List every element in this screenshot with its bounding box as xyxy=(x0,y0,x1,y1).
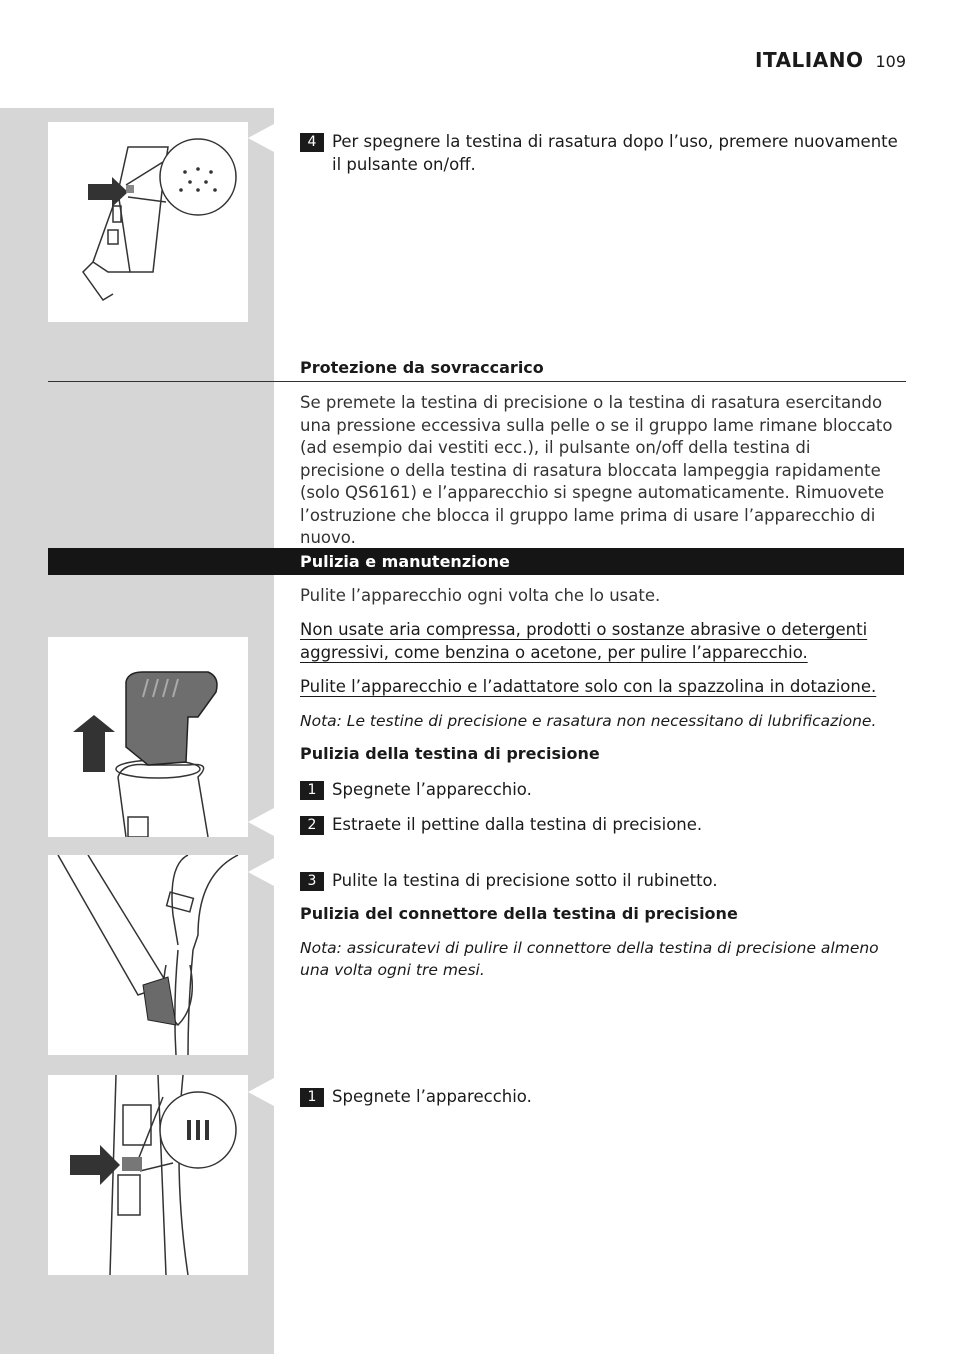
precision-head-heading: Pulizia della testina di precisione xyxy=(300,744,600,763)
figure-pointer xyxy=(248,808,274,836)
connector-heading: Pulizia del connettore della testina di precisione xyxy=(300,904,738,923)
step-text: Pulite la testina di precisione sotto il rubinetto. xyxy=(332,871,718,890)
warning-brush-only: Pulite l’apparecchio e l’adattatore solo con la spazzolina in dotazione. xyxy=(300,677,877,696)
step-number: 1 xyxy=(300,1088,324,1107)
overload-heading: Protezione da sovraccarico xyxy=(300,358,544,377)
lubrication-note: Nota: Le testine di precisione e rasatura non necessitano di lubrificazione. xyxy=(300,712,877,730)
connector-step-1 xyxy=(300,1085,910,1108)
remove-comb-drawing xyxy=(48,637,248,837)
cleaning-heading: Pulizia e manutenzione xyxy=(300,552,510,571)
precision-step-2 xyxy=(300,813,910,836)
page-number: 109 xyxy=(875,52,906,71)
cleaning-heading-bar xyxy=(48,548,904,575)
cleaning-intro: Pulite l’apparecchio ogni volta che lo usate. xyxy=(300,586,661,605)
overload-body: Se premete la testina di precisione o la testina di rasatura esercitando una pressione eccessiva sulla pelle o se il gruppo lame rimane bloccato (ad esempio dai vestiti ecc.), il pulsante on/off della testina di precisione o della testina di rasatura bloccata lampeggia rapidamente (solo QS6161) e l’apparecchio si spegne automaticamente. Rimuovete l’ostruzione che blocca il gruppo lame prima di usare l’apparecchio di nuovo. xyxy=(300,393,893,547)
step-text: Per spegnere la testina di rasatura dopo l’uso, premere nuovamente il pulsante on/off. xyxy=(332,132,898,174)
precision-step-1 xyxy=(300,778,910,801)
figure-pointer xyxy=(248,124,274,152)
illustration-rinse-tap xyxy=(48,855,248,1055)
illustration-remove-comb xyxy=(48,637,248,837)
step-number: 4 xyxy=(300,133,324,152)
step-text: Estraete il pettine dalla testina di precisione. xyxy=(332,815,703,834)
step-text: Spegnete l’apparecchio. xyxy=(332,1087,532,1106)
connector-note: Nota: assicuratevi di pulire il connettore della testina di precisione almeno una volta ogni tre mesi. xyxy=(300,939,879,979)
language-label: ITALIANO xyxy=(755,48,864,72)
step-number: 1 xyxy=(300,781,324,800)
rinse-tap-drawing xyxy=(48,855,248,1055)
section-rule xyxy=(48,381,906,382)
trimmer-off-drawing xyxy=(48,1075,248,1275)
figure-pointer xyxy=(248,858,274,886)
step-4-turn-off xyxy=(300,130,910,176)
warning-compressed-air: Non usate aria compressa, prodotti o sostanze abrasive o detergenti aggressivi, come benzina o acetone, per pulire l’apparecchio. xyxy=(300,620,868,662)
step-text: Spegnete l’apparecchio. xyxy=(332,780,532,799)
figure-pointer xyxy=(248,1078,274,1106)
precision-step-3 xyxy=(300,869,910,892)
illustration-trimmer-off xyxy=(48,1075,248,1275)
shaver-onoff-drawing xyxy=(48,122,248,322)
page-header xyxy=(755,48,906,72)
illustration-shaver-onoff xyxy=(48,122,248,322)
step-number: 3 xyxy=(300,872,324,891)
step-number: 2 xyxy=(300,816,324,835)
